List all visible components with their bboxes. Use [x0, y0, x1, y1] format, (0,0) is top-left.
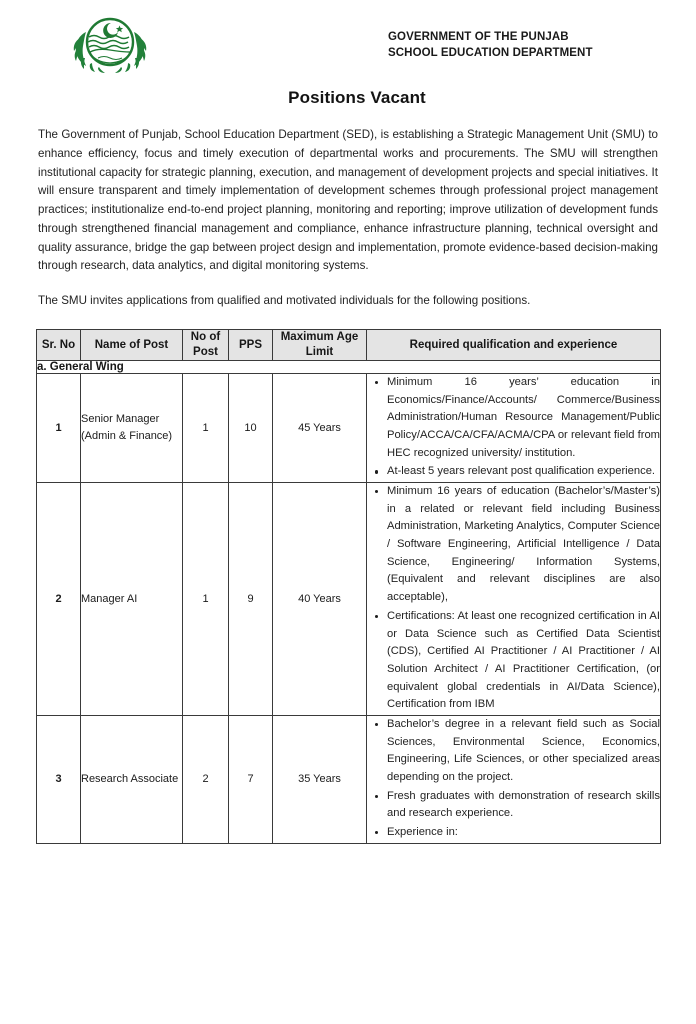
cell-no-of-post: 1	[183, 483, 229, 716]
intro-paragraph-2: The SMU invites applications from qualified and motivated individuals for the following positions.	[38, 294, 531, 308]
column-header-pps: PPS	[229, 330, 273, 361]
cell-age-limit: 45 Years	[273, 373, 367, 482]
intro-paragraph-1: The Government of Punjab, School Education Department (SED), is establishing a Strategic Management Unit (SMU) to enhance efficiency, focus and timely execution of departmental works and procurements. The SMU will strengthen institutional capacity for strategic planning, execution, and management of development projects and special initiatives. It will ensure transparent and timely implementation of development schemes through professional project management practices; institutionalize end-to-end project planning, monitoring and reporting; improve utilization of development funds through strengthened financial management and compliance, enhance infrastructure planning, technical oversight and quality assurance, bridge the gap between project design and implementation, promote evidence-based decision-making through research, data analytics, and digital monitoring systems.	[38, 128, 658, 273]
org-line-department: SCHOOL EDUCATION DEPARTMENT	[388, 46, 593, 59]
cell-qualification	[367, 373, 661, 482]
group-label-general-wing: a. General Wing	[37, 360, 661, 373]
vacancy-table	[36, 329, 661, 844]
cell-pps: 7	[229, 715, 273, 843]
table-group-row	[37, 360, 661, 373]
column-header-maximum-age-limit: Maximum Age Limit	[273, 330, 367, 361]
column-header-required-qualification: Required qualification and experience	[367, 330, 661, 361]
column-header-name-of-post: Name of Post	[81, 330, 183, 361]
cell-name-of-post: Senior Manager (Admin & Finance)	[81, 373, 183, 482]
page-title: Positions Vacant	[288, 88, 426, 107]
table-header	[37, 330, 661, 361]
org-line-government: GOVERNMENT OF THE PUNJAB	[388, 31, 569, 43]
qualification-item: Fresh graduates with demonstration of research skills and research experience.	[387, 788, 660, 823]
cell-name-of-post: Research Associate	[81, 715, 183, 843]
cell-sr-no: 2	[37, 483, 81, 716]
cell-sr-no: 1	[37, 373, 81, 482]
table-row	[37, 373, 661, 482]
column-header-sr-no: Sr. No	[37, 330, 81, 361]
table-row	[37, 715, 661, 843]
masthead	[0, 0, 696, 78]
cell-no-of-post: 2	[183, 715, 229, 843]
qualification-item: Certifications: At least one recognized certification in AI or Data Science such as Certified Data Scientist (CDS), Certified AI Practitioner / AI Practitioner / AI Solution Architect / AI Practitioner Certification, (or equivalent global credentials in AI/Data Science), Certification from IBM	[387, 608, 660, 714]
qualification-item: Bachelor’s degree in a relevant field such as Social Sciences, Environmental Science, Economics, Engineering, Life Sciences, or other specialized areas depending on the project.	[387, 716, 660, 787]
qualification-item: Minimum 16 years of education (Bachelor’s/Master’s) in a related or relevant field including Business Administration, Marketing Analytics, Computer Science / Software Engineering, Artificial Intelligence / Data Science, Engineering/ Information Systems, (Equivalent and relevant disciplines are also acceptable),	[387, 483, 660, 607]
cell-no-of-post: 1	[183, 373, 229, 482]
cell-name-of-post: Manager AI	[81, 483, 183, 716]
table-header-row	[37, 330, 661, 361]
cell-age-limit: 35 Years	[273, 715, 367, 843]
punjab-government-crest-icon	[62, 12, 158, 74]
organization-heading	[388, 30, 593, 61]
qualification-item: Minimum 16 years’ education in Economics/Finance/Accounts/ Commerce/Business Administration/Human Resource Management/Public Policy/ACCA/CA/CFA/ACMA/CPA or relevant field from HEC recognized university/ institution.	[387, 374, 660, 462]
table-body	[37, 360, 661, 843]
column-header-no-of-post: No of Post	[183, 330, 229, 361]
qualification-item: Experience in:	[387, 824, 660, 842]
cell-age-limit: 40 Years	[273, 483, 367, 716]
cell-qualification	[367, 715, 661, 843]
vacancy-table-wrapper	[36, 329, 660, 844]
table-row	[37, 483, 661, 716]
qualification-item: At-least 5 years relevant post qualification experience.	[387, 463, 660, 481]
qualification-list	[367, 374, 660, 481]
cell-pps: 10	[229, 373, 273, 482]
qualification-list	[367, 483, 660, 714]
cell-qualification	[367, 483, 661, 716]
cell-pps: 9	[229, 483, 273, 716]
cell-sr-no: 3	[37, 715, 81, 843]
qualification-list	[367, 716, 660, 842]
